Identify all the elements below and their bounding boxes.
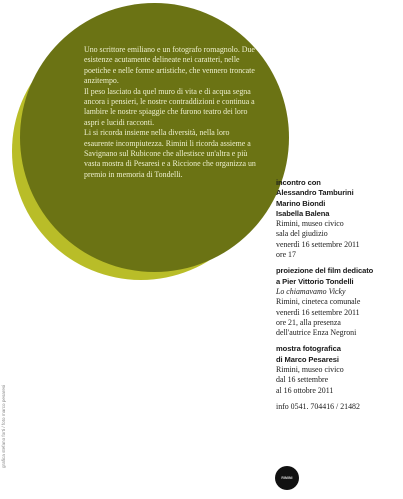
proiezione-detail: dell'autrice Enza Negroni <box>276 328 357 338</box>
proiezione-detail: venerdì 16 settembre 2011 <box>276 307 360 317</box>
intro-paragraph-3: Li si ricorda insieme nella diversità, nella loro esaurente incompiutezza. Rimini li ricorda assieme a Savignano sul Rubicone che allestisce un'altra e più vasta mostra di Pesaresi e a Riccione che organizza un premio in memoria di Tondelli. <box>84 128 256 179</box>
event-info <box>276 178 400 412</box>
mostra-title: di Marco Pesaresi <box>276 354 339 364</box>
event-mostra <box>276 344 400 395</box>
incontro-detail: Rimini, museo civico <box>276 219 344 229</box>
proiezione-detail: ore 21, alla presenza <box>276 317 341 327</box>
speaker-name: Isabella Balena <box>276 208 330 218</box>
speaker-name: Alessandro Tamburini <box>276 188 354 198</box>
mostra-title: mostra fotografica <box>276 344 341 354</box>
event-proiezione <box>276 266 400 338</box>
rimini-logo <box>275 466 299 490</box>
mostra-detail: al 16 ottobre 2011 <box>276 385 334 395</box>
incontro-detail: sala del giudizio <box>276 229 328 239</box>
event-incontro <box>276 178 400 260</box>
intro-paragraph-2: Il peso lasciato da quel muro di vita e di acqua segna ancora i pensieri, le nostre contraddizioni e continua a lambire le nostre spiaggie che furono teatro dei loro aspri e lucidi racconti. <box>84 86 255 127</box>
credit-line: grafica stefano forti / foto marco pesaresi <box>1 384 6 468</box>
proiezione-title: a Pier Vittorio Tondelli <box>276 276 354 286</box>
intro-text <box>84 45 256 180</box>
incontro-title: incontro con <box>276 178 321 187</box>
speaker-name: Marino Biondi <box>276 198 326 208</box>
logo-text: RIMINI <box>281 476 293 480</box>
film-title: Lo chiamavamo Vicky <box>276 286 346 296</box>
proiezione-detail: Rimini, cineteca comunale <box>276 297 361 307</box>
mostra-detail: Rimini, museo civico <box>276 365 344 375</box>
incontro-detail: venerdì 16 settembre 2011 <box>276 239 360 249</box>
info-contact: info 0541. 704416 / 21482 <box>276 401 360 411</box>
intro-paragraph-1: Uno scrittore emiliano e un fotografo romagnolo. Due esistenze acutamente delineate nei caratteri, nelle poetiche e nelle forme artistiche, che vennero troncate anzitempo. <box>84 45 255 86</box>
proiezione-title: proiezione del film dedicato <box>276 266 374 276</box>
mostra-detail: dal 16 settembre <box>276 375 329 385</box>
incontro-detail: ore 17 <box>276 250 296 260</box>
